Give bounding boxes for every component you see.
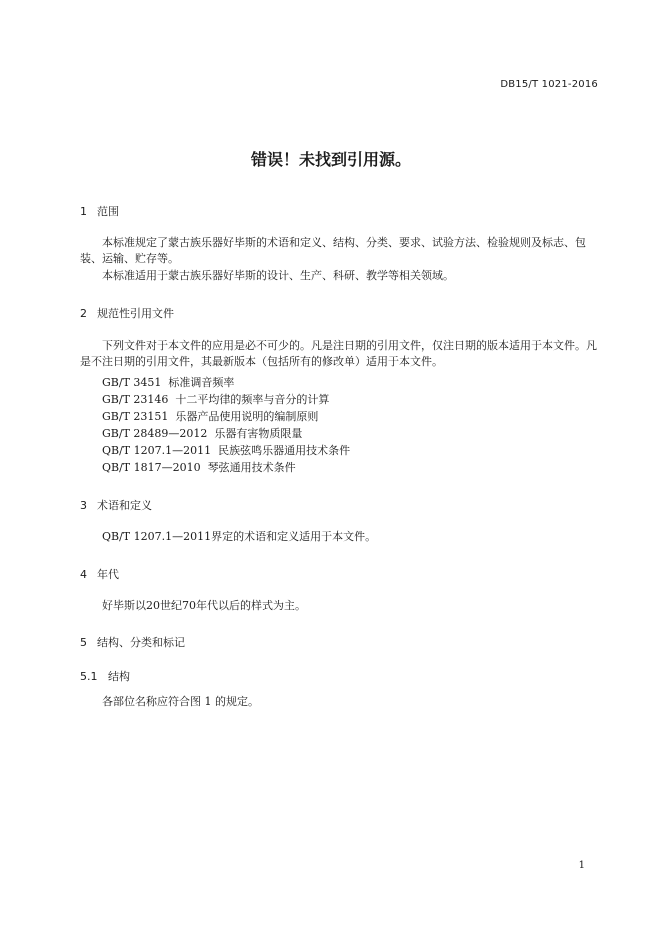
reference-item: GB/T 28489—2012 乐器有害物质限量: [102, 427, 303, 440]
section-title: 规范性引用文件: [97, 307, 174, 320]
section-number: 2: [80, 307, 87, 320]
subsection-title: 结构: [108, 670, 130, 683]
section-title: 范围: [97, 205, 119, 218]
section-3-heading: [80, 497, 152, 513]
section-2-intro: 下列文件对于本文件的应用是必不可少的。凡是注日期的引用文件，仅注日期的版本适用于本文件。凡是不注日期的引用文件，其最新版本（包括所有的修改单）适用于本文件。: [80, 339, 597, 368]
section-3-paragraph: QB/T 1207.1—2011界定的术语和定义适用于本文件。: [102, 530, 377, 543]
section-1-heading: [80, 203, 119, 219]
section-5-heading: [80, 634, 185, 650]
section-2-heading: [80, 305, 174, 321]
subsection-5-1-paragraph: 各部位名称应符合图 1 的规定。: [102, 695, 259, 708]
section-1-paragraph-2: 本标准适用于蒙古族乐器好毕斯的设计、生产、科研、教学等相关领域。: [102, 269, 454, 282]
section-number: 1: [80, 205, 87, 218]
reference-item: GB/T 3451 标准调音频率: [102, 376, 235, 389]
reference-item: GB/T 23151 乐器产品使用说明的编制原则: [102, 410, 319, 423]
document-title: 错误！未找到引用源。: [250, 150, 411, 169]
subsection-number: 5.1: [80, 670, 98, 683]
section-number: 4: [80, 568, 87, 581]
section-title: 年代: [97, 568, 119, 581]
section-4-paragraph: 好毕斯以20世纪70年代以后的样式为主。: [102, 599, 306, 612]
section-number: 3: [80, 499, 87, 512]
section-title: 术语和定义: [97, 499, 152, 512]
section-1-paragraph-1: 本标准规定了蒙古族乐器好毕斯的术语和定义、结构、分类、要求、试验方法、检验规则及标志、包装、运输、贮存等。: [80, 236, 586, 265]
subsection-5-1-heading: [80, 668, 130, 684]
document-number: DB15/T 1021-2016: [500, 79, 598, 90]
page-number: 1: [578, 860, 585, 871]
section-title: 结构、分类和标记: [97, 636, 185, 649]
section-number: 5: [80, 636, 87, 649]
reference-item: GB/T 23146 十二平均律的频率与音分的计算: [102, 393, 330, 406]
section-4-heading: [80, 566, 119, 582]
reference-item: QB/T 1817—2010 琴弦通用技术条件: [102, 461, 296, 474]
reference-item: QB/T 1207.1—2011 民族弦鸣乐器通用技术条件: [102, 444, 351, 457]
